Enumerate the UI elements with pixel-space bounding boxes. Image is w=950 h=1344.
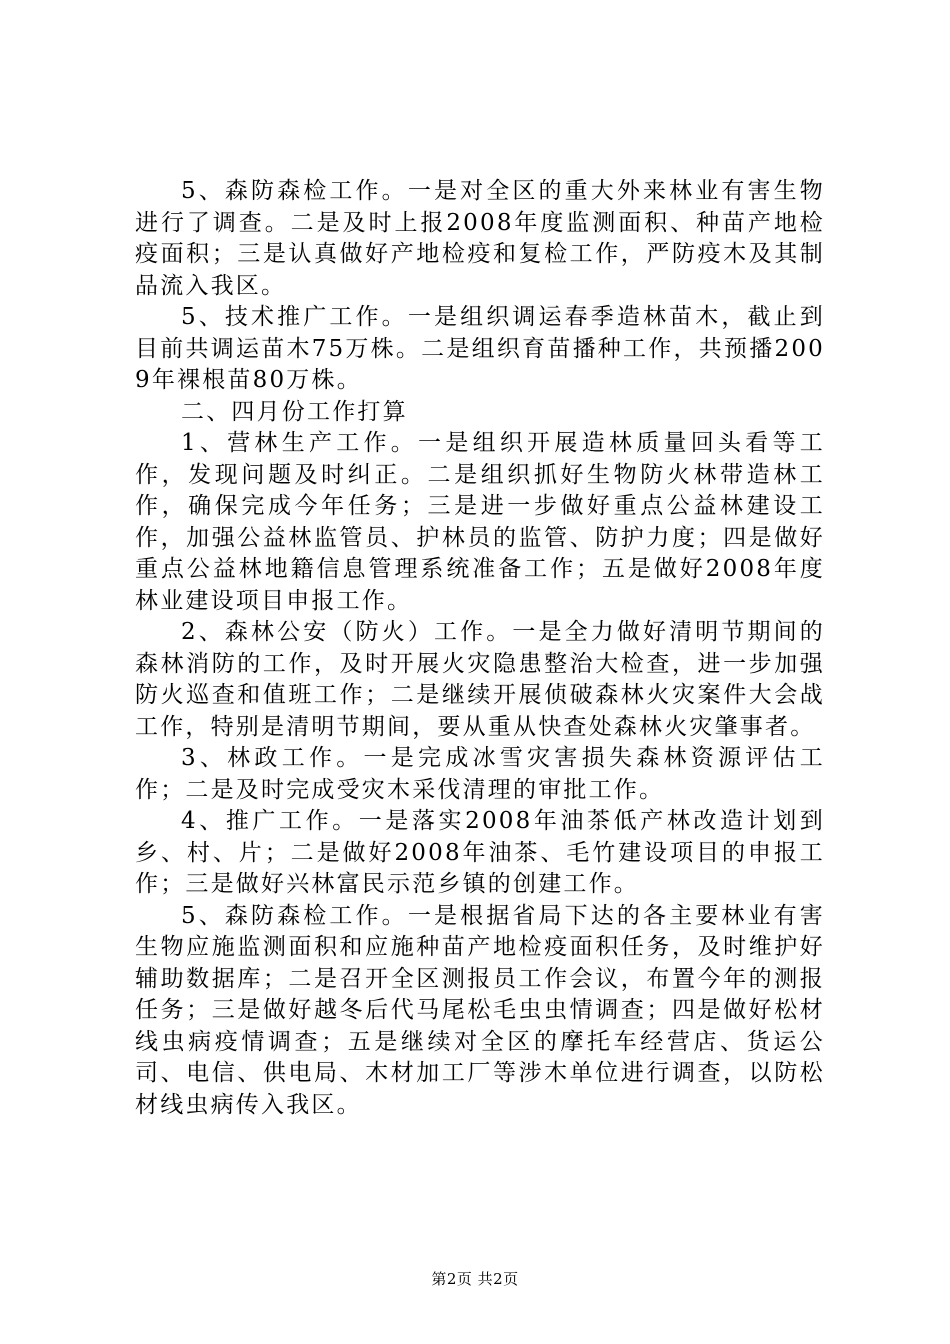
paragraph-pest-control-april: 5、森防森检工作。一是根据省局下达的各主要林业有害生物应施监测面积和应施种苗产地检疫面积任务，及时维护好辅助数据库；二是召开全区测报员工作会议，布置今年的测报任务；三是做好越冬后代马尾松毛虫虫情调查；四是做好松材线虫病疫情调查；五是继续对全区的摩托车经营店、货运公司、电信、供电局、木材加工厂等涉木单位进行调查，以防松材线虫病传入我区。 xyxy=(135,902,825,1118)
section-heading-april-plan: 二、四月份工作打算 xyxy=(181,398,408,425)
paragraph-promotion-work: 4、推广工作。一是落实2008年油茶低产林改造计划到乡、村、片；二是做好2008年油茶、毛竹建设项目的申报工作；三是做好兴林富民示范乡镇的创建工作。 xyxy=(135,808,825,897)
paragraph-pest-control-march: 5、森防森检工作。一是对全区的重大外来林业有害生物进行了调查。二是及时上报2008年度监测面积、种苗产地检疫面积；三是认真做好产地检疫和复检工作，严防疫木及其制品流入我区。 xyxy=(135,178,825,299)
paragraph-forest-administration: 3、林政工作。一是完成冰雪灾害损失森林资源评估工作；二是及时完成受灾木采伐清理的审批工作。 xyxy=(135,745,825,803)
page-footer: 第2页 共2页 xyxy=(431,1270,519,1288)
document-body xyxy=(135,176,825,1121)
paragraph-tech-promotion-march: 5、技术推广工作。一是组织调运春季造林苗木，截止到目前共调运苗木75万株。二是组织育苗播种工作，共预播2009年裸根苗80万株。 xyxy=(135,304,825,393)
paragraph-forest-police: 2、森林公安（防火）工作。一是全力做好清明节期间的森林消防的工作，及时开展火灾隐患整治大检查，进一步加强防火巡查和值班工作；二是继续开展侦破森林火灾案件大会战工作，特别是清明节期间，要从重从快查处森林火灾肇事者。 xyxy=(135,619,825,740)
paragraph-forest-production: 1、营林生产工作。一是组织开展造林质量回头看等工作，发现问题及时纠正。二是组织抓好生物防火林带造林工作，确保完成今年任务；三是进一步做好重点公益林建设工作，加强公益林监管员、护林员的监管、防护力度；四是做好重点公益林地籍信息管理系统准备工作；五是做好2008年度林业建设项目申报工作。 xyxy=(135,430,825,614)
